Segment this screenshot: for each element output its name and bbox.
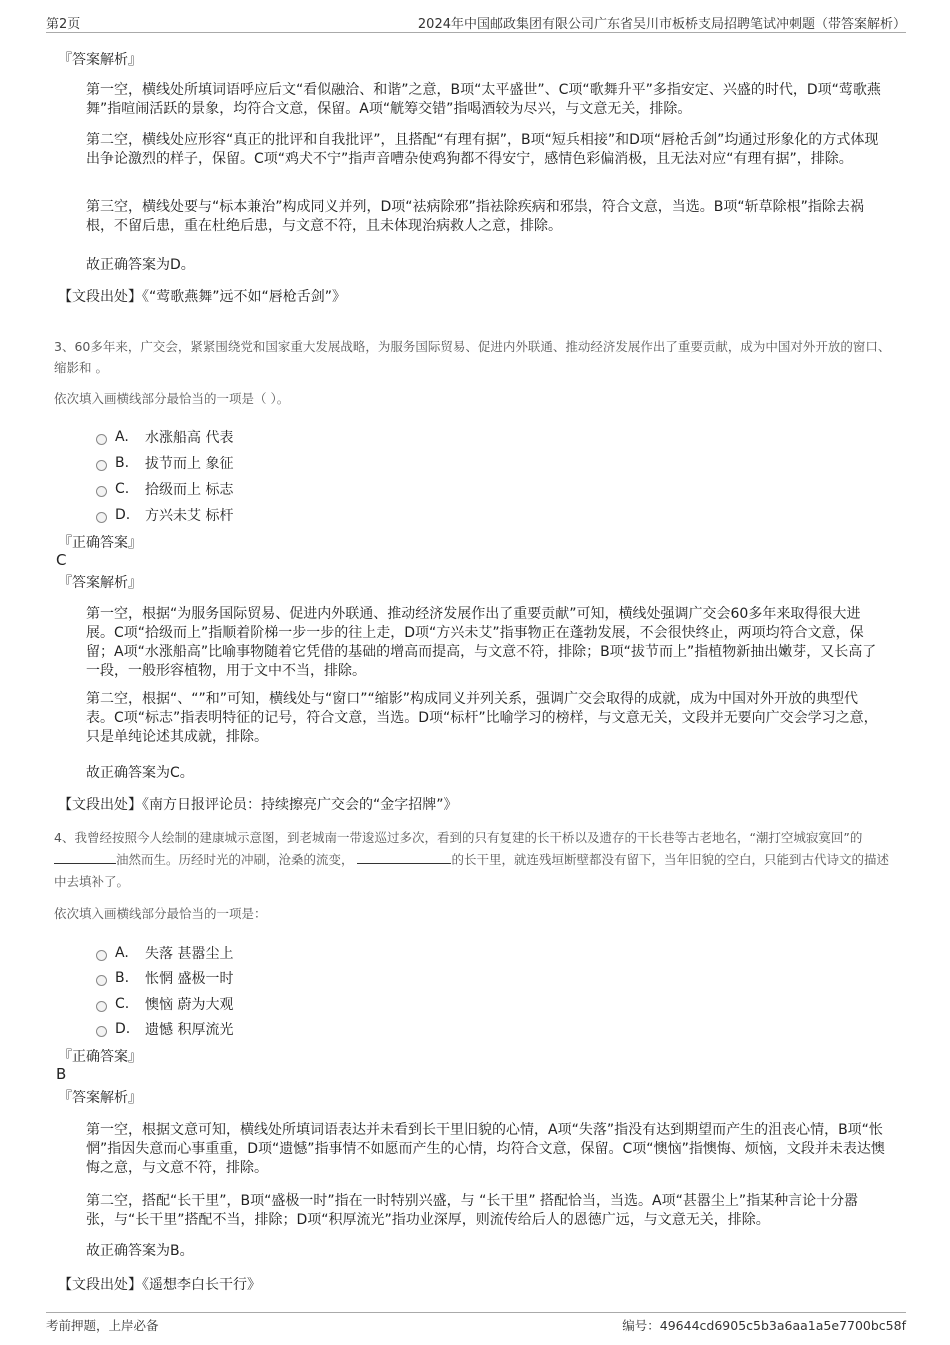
page-number: 第2页 [46, 17, 81, 32]
footer-divider [46, 1312, 906, 1313]
option-key: C. [115, 996, 130, 1012]
option-b[interactable] [96, 968, 233, 988]
source: 【文段出处】《南方日报评论员：持续擦亮广交会的“金字招牌”》 [58, 797, 458, 813]
analysis-label: 『答案解析』 [58, 52, 142, 68]
option-text: 遗憾 积厚流光 [145, 1022, 234, 1038]
analysis-paragraph: 第一空，根据“为服务国际贸易、促进内外联通、推动经济发展作出了重要贡献”可知，横线处强调广交会60多年来取得很大进展。C项“拾级而上”指顺着阶梯一步一步的往上走，D项“方兴未艾”指事物正在蓬勃发展，不会很快终止，两项均符合文意，保留；A项“水涨船高”比喻事物随着它凭借的基础的增高而提高，与文意不符，排除；B项“拔节而上”指植物新抽出嫩芽，又长高了一段，一般形容植物，用于文中不当，排除。 [86, 606, 877, 679]
radio-icon[interactable] [96, 950, 107, 961]
radio-icon[interactable] [96, 460, 107, 471]
option-key: B. [115, 970, 130, 986]
analysis-paragraph: 第二空，横线处应形容“真正的批评和自我批评”，且搭配“有理有据”，B项“短兵相接”和D项“唇枪舌剑”均通过形象化的方式体现出争论激烈的样子，保留。C项“鸡犬不宁”指声音嘈杂使鸡狗都不得安宁，感情色彩偏消极，且无法对应“有理有据”，排除。 [86, 132, 879, 167]
option-a[interactable] [96, 943, 233, 963]
option-b[interactable] [96, 453, 233, 473]
conclusion: 故正确答案为D。 [86, 257, 195, 273]
option-text: 方兴未艾 标杆 [145, 508, 234, 524]
option-text: 怅惘 盛极一时 [145, 971, 234, 987]
stem-part: 油然而生。历经时光的冲刷，沧桑的流变， [116, 852, 358, 867]
option-text: 水涨船高 代表 [145, 430, 234, 446]
option-key: C. [115, 481, 130, 497]
option-c[interactable] [96, 479, 233, 499]
radio-icon[interactable] [96, 1026, 107, 1037]
option-c[interactable] [96, 994, 233, 1014]
analysis-paragraph: 第二空，搭配“长干里”，B项“盛极一时”指在一时特别兴盛，与 “长干里” 搭配恰当，当选。A项“甚嚣尘上”指某种言论十分嚣张，与“长干里”搭配不当，排除；D项“积厚流光”指功业深厚，则流传给后人的恩德广远，与文意无关，排除。 [86, 1193, 859, 1228]
analysis-label: 『答案解析』 [58, 1090, 142, 1106]
question-stem [54, 827, 894, 893]
analysis-paragraph: 第一空，根据文意可知，横线处所填词语表达并未看到长干里旧貌的心情，A项“失落”指没有达到期望而产生的沮丧心情，B项“怅惘”指因失意而心事重重，D项“遗憾”指事情不如愿而产生的心情，均符合文意，保留。C项“懊恼”指懊悔、烦恼，文段并未表达懊悔之意，与文意不符，排除。 [86, 1122, 885, 1176]
option-key: D. [115, 507, 131, 523]
document-title: 2024年中国邮政集团有限公司广东省吴川市板桥支局招聘笔试冲刺题（带答案解析） [417, 17, 906, 32]
option-key: A. [115, 945, 129, 961]
analysis-paragraph: 第一空，横线处所填词语呼应后文“看似融洽、和谐”之意，B项“太平盛世”、C项“歌舞升平”多指安定、兴盛的时代，D项“莺歌燕舞”指喧闹活跃的景象，均符合文意，保留。A项“觥筹交错”指喝酒较为尽兴，与文意无关，排除。 [86, 82, 881, 117]
radio-icon[interactable] [96, 512, 107, 523]
radio-icon[interactable] [96, 975, 107, 986]
option-text: 拔节而上 象征 [145, 456, 234, 472]
analysis-paragraph: 第二空，根据“、“”和”可知，横线处与“窗口”“缩影”构成同义并列关系，强调广交会取得的成就，成为中国对外开放的典型代表。C项“标志”指表明特征的记号，符合文意，当选。D项“标杆”比喻学习的榜样，与文意无关，文段并无要向广交会学习之意，只是单纯论述其成就，排除。 [86, 691, 878, 745]
document-code: 编号：49644cd6905c5b3a6aa1a5e7700bc58f [622, 1318, 906, 1333]
blank-1 [54, 851, 116, 864]
correct-answer-label: 『正确答案』 [58, 1049, 142, 1065]
correct-answer: C [56, 551, 67, 569]
option-text: 懊恼 蔚为大观 [145, 997, 234, 1013]
option-key: D. [115, 1021, 131, 1037]
analysis-label: 『答案解析』 [58, 575, 142, 591]
conclusion: 故正确答案为B。 [86, 1243, 194, 1259]
radio-icon[interactable] [96, 434, 107, 445]
correct-answer: B [56, 1065, 67, 1083]
option-key: A. [115, 429, 129, 445]
correct-answer-label: 『正确答案』 [58, 535, 142, 551]
header-divider [46, 32, 906, 33]
analysis-paragraph: 第三空，横线处要与“标本兼治”构成同义并列，D项“祛病除邪”指祛除疾病和邪祟，符合文意，当选。B项“斩草除根”指除去祸根，不留后患，重在杜绝后患，与文意不符，且未体现治病救人之意，排除。 [86, 199, 864, 234]
option-d[interactable] [96, 505, 233, 525]
question-prompt: 依次填入画横线部分最恰当的一项是（ ）。 [54, 391, 290, 406]
option-text: 拾级而上 标志 [145, 482, 234, 498]
conclusion: 故正确答案为C。 [86, 765, 194, 781]
source: 【文段出处】《遥想李白长干行》 [58, 1277, 261, 1293]
blank-2 [357, 851, 451, 864]
option-a[interactable] [96, 427, 233, 447]
option-text: 失落 甚嚣尘上 [145, 946, 234, 962]
option-key: B. [115, 455, 130, 471]
question-prompt: 依次填入画横线部分最恰当的一项是： [54, 906, 267, 921]
option-d[interactable] [96, 1019, 233, 1039]
radio-icon[interactable] [96, 486, 107, 497]
radio-icon[interactable] [96, 1001, 107, 1012]
source: 【文段出处】《“莺歌燕舞”远不如“唇枪舌剑”》 [58, 289, 347, 305]
footer-slogan: 考前押题，上岸必备 [46, 1318, 159, 1333]
question-stem: 3、60多年来，广交会，紧紧围绕党和国家重大发展战略，为服务国际贸易、促进内外联通、推动经济发展作出了重要贡献，成为中国对外开放的窗口、缩影和 。 [54, 339, 891, 375]
stem-part: 的长干里，就连残垣断壁都没有留下，当年旧貌的空白，只能到古代诗文的描述中去填补了。 [54, 852, 889, 889]
stem-part: 4、我曾经按照今人绘制的建康城示意图，到老城南一带逡巡过多次，看到的只有复建的长干桥以及遗存的干长巷等古老地名，“潮打空城寂寞回”的 [54, 830, 863, 845]
